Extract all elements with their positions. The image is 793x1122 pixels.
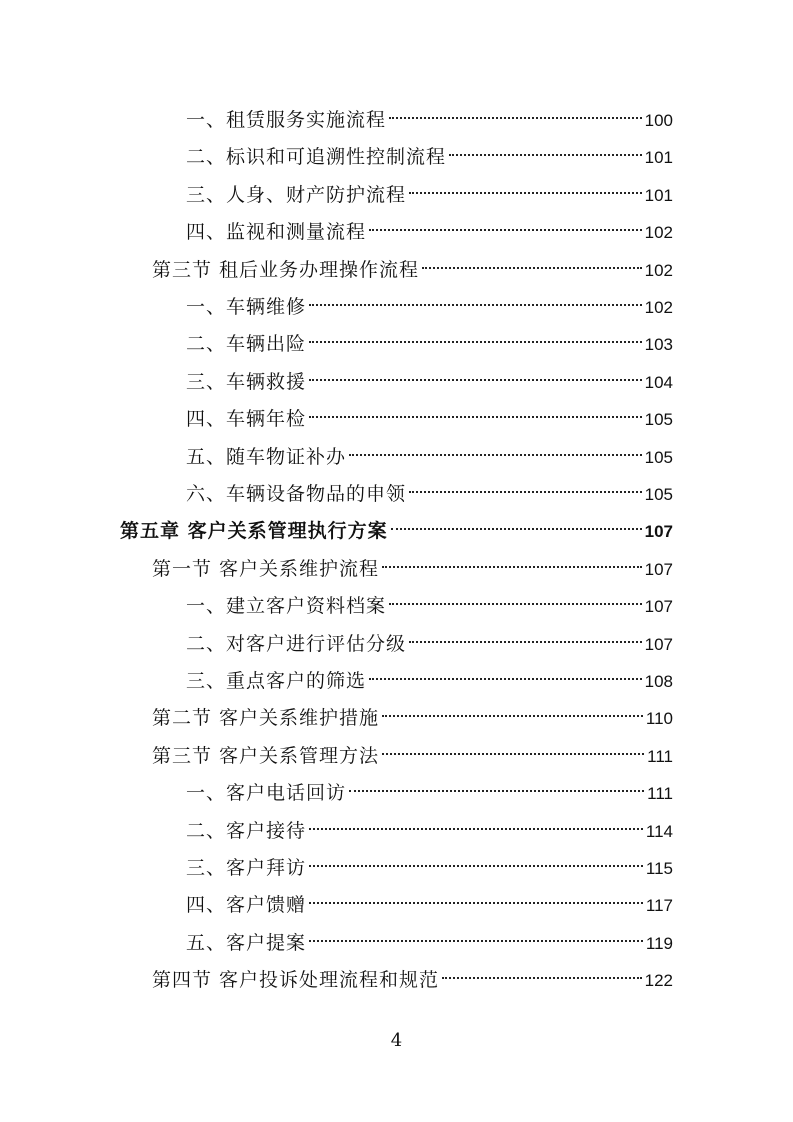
toc-entry-page: 104 bbox=[644, 372, 673, 392]
dot-leader bbox=[391, 528, 642, 530]
toc-entry[interactable] bbox=[186, 105, 673, 135]
toc-entry-label: 一、租赁服务实施流程 bbox=[186, 109, 387, 131]
toc-entry-label: 六、车辆设备物品的申领 bbox=[186, 483, 407, 505]
toc-entry-label: 二、车辆出险 bbox=[186, 333, 307, 356]
toc-entry-label: 五、客户提案 bbox=[186, 931, 307, 954]
dot-leader bbox=[349, 790, 644, 792]
toc-entry-page: 101 bbox=[644, 185, 673, 205]
toc-entry-page: 105 bbox=[644, 410, 673, 430]
toc-entry-page: 102 bbox=[644, 223, 673, 243]
page-number: 4 bbox=[390, 1030, 403, 1051]
dot-leader bbox=[309, 828, 643, 830]
dot-leader bbox=[369, 229, 642, 231]
toc-entry[interactable] bbox=[186, 629, 673, 659]
toc-entry[interactable] bbox=[152, 703, 673, 733]
dot-leader bbox=[409, 192, 642, 194]
toc-entry[interactable] bbox=[186, 292, 673, 322]
toc-entry-label: 一、车辆维修 bbox=[186, 296, 307, 318]
toc-entry-label: 二、标识和可追溯性控制流程 bbox=[186, 146, 447, 169]
toc-entry[interactable] bbox=[186, 928, 673, 958]
toc-entry-label: 一、客户电话回访 bbox=[186, 782, 347, 805]
toc-entry-label: 三、客户拜访 bbox=[186, 857, 307, 879]
toc-entry-page: 110 bbox=[645, 709, 673, 729]
toc-entry-page: 107 bbox=[644, 559, 673, 579]
toc-entry-label: 第五章 客户关系管理执行方案 bbox=[120, 520, 388, 543]
toc-entry-label: 第一节 客户关系维护流程 bbox=[152, 557, 380, 580]
dot-leader bbox=[382, 753, 644, 755]
toc-entry[interactable] bbox=[152, 255, 673, 285]
toc-entry-label: 五、随车物证补办 bbox=[186, 445, 347, 468]
toc-entry-page: 115 bbox=[645, 859, 673, 878]
toc-entry-label: 二、对客户进行评估分级 bbox=[186, 632, 407, 655]
dot-leader bbox=[309, 379, 642, 381]
toc-entry[interactable] bbox=[186, 479, 673, 509]
dot-leader bbox=[369, 678, 642, 680]
toc-entry[interactable] bbox=[186, 142, 673, 172]
toc-entry[interactable] bbox=[186, 778, 673, 808]
dot-leader bbox=[382, 715, 643, 717]
toc-entry-page: 111 bbox=[647, 746, 673, 766]
toc-entry[interactable] bbox=[186, 367, 673, 397]
toc-entry[interactable] bbox=[152, 965, 673, 995]
dot-leader bbox=[382, 566, 642, 568]
toc-entry[interactable] bbox=[186, 890, 673, 920]
dot-leader bbox=[309, 341, 642, 343]
toc-entry[interactable] bbox=[186, 404, 673, 434]
toc-entry-label: 四、车辆年检 bbox=[186, 408, 307, 431]
toc-entry-label: 二、客户接待 bbox=[186, 819, 307, 842]
toc-entry-page: 107 bbox=[644, 522, 673, 542]
toc-entry[interactable] bbox=[186, 329, 673, 359]
dot-leader bbox=[309, 416, 642, 418]
toc-entry-page: 107 bbox=[644, 597, 673, 617]
toc-entry[interactable] bbox=[152, 554, 673, 584]
toc-entry-page: 102 bbox=[644, 260, 673, 280]
toc-entry-page: 103 bbox=[644, 335, 673, 355]
toc-entry[interactable] bbox=[186, 591, 673, 621]
toc-entry[interactable] bbox=[186, 666, 673, 696]
toc-entry-page: 107 bbox=[644, 634, 673, 654]
toc-entry-page: 111 bbox=[647, 784, 673, 804]
dot-leader bbox=[309, 304, 642, 306]
dot-leader bbox=[409, 641, 642, 643]
toc-entry-page: 105 bbox=[644, 485, 673, 504]
toc-entry-page: 117 bbox=[645, 896, 673, 916]
toc-entry-page: 101 bbox=[644, 148, 673, 168]
toc-entry[interactable] bbox=[186, 217, 673, 247]
dot-leader bbox=[349, 454, 642, 456]
toc-entry-label: 四、监视和测量流程 bbox=[186, 221, 367, 244]
dot-leader bbox=[389, 117, 642, 119]
toc-entry-label: 三、重点客户的筛选 bbox=[186, 670, 367, 692]
toc-chapter-entry[interactable] bbox=[120, 516, 673, 546]
dot-leader bbox=[309, 940, 643, 942]
toc-entry-page: 108 bbox=[644, 672, 673, 691]
toc-entry-label: 一、建立客户资料档案 bbox=[186, 595, 387, 618]
dot-leader bbox=[442, 977, 642, 979]
toc-entry-label: 四、客户馈赠 bbox=[186, 894, 307, 917]
dot-leader bbox=[409, 491, 642, 493]
dot-leader bbox=[309, 902, 643, 904]
dot-leader bbox=[389, 603, 642, 605]
toc-entry-page: 105 bbox=[644, 447, 673, 467]
toc-entry[interactable] bbox=[186, 816, 673, 846]
toc-entry-label: 第二节 客户关系维护措施 bbox=[152, 707, 380, 730]
toc-entry[interactable] bbox=[186, 180, 673, 210]
toc-entry-page: 102 bbox=[644, 298, 673, 317]
toc-entry-label: 三、车辆救援 bbox=[186, 370, 307, 393]
toc-entry-page: 100 bbox=[644, 111, 673, 130]
dot-leader bbox=[449, 154, 642, 156]
toc-entry-label: 第三节 客户关系管理方法 bbox=[152, 744, 380, 767]
toc-entry-page: 114 bbox=[645, 821, 673, 841]
toc-entry-page: 119 bbox=[645, 933, 673, 953]
toc-entry[interactable] bbox=[186, 442, 673, 472]
dot-leader bbox=[309, 865, 643, 867]
toc-entry[interactable] bbox=[152, 741, 673, 771]
dot-leader bbox=[422, 267, 642, 269]
toc-entry-label: 第三节 租后业务办理操作流程 bbox=[152, 258, 420, 281]
toc-entry-page: 122 bbox=[644, 971, 673, 991]
toc-entry[interactable] bbox=[186, 853, 673, 883]
toc-entry-label: 三、人身、财产防护流程 bbox=[186, 183, 407, 206]
toc-entry-label: 第四节 客户投诉处理流程和规范 bbox=[152, 969, 440, 992]
